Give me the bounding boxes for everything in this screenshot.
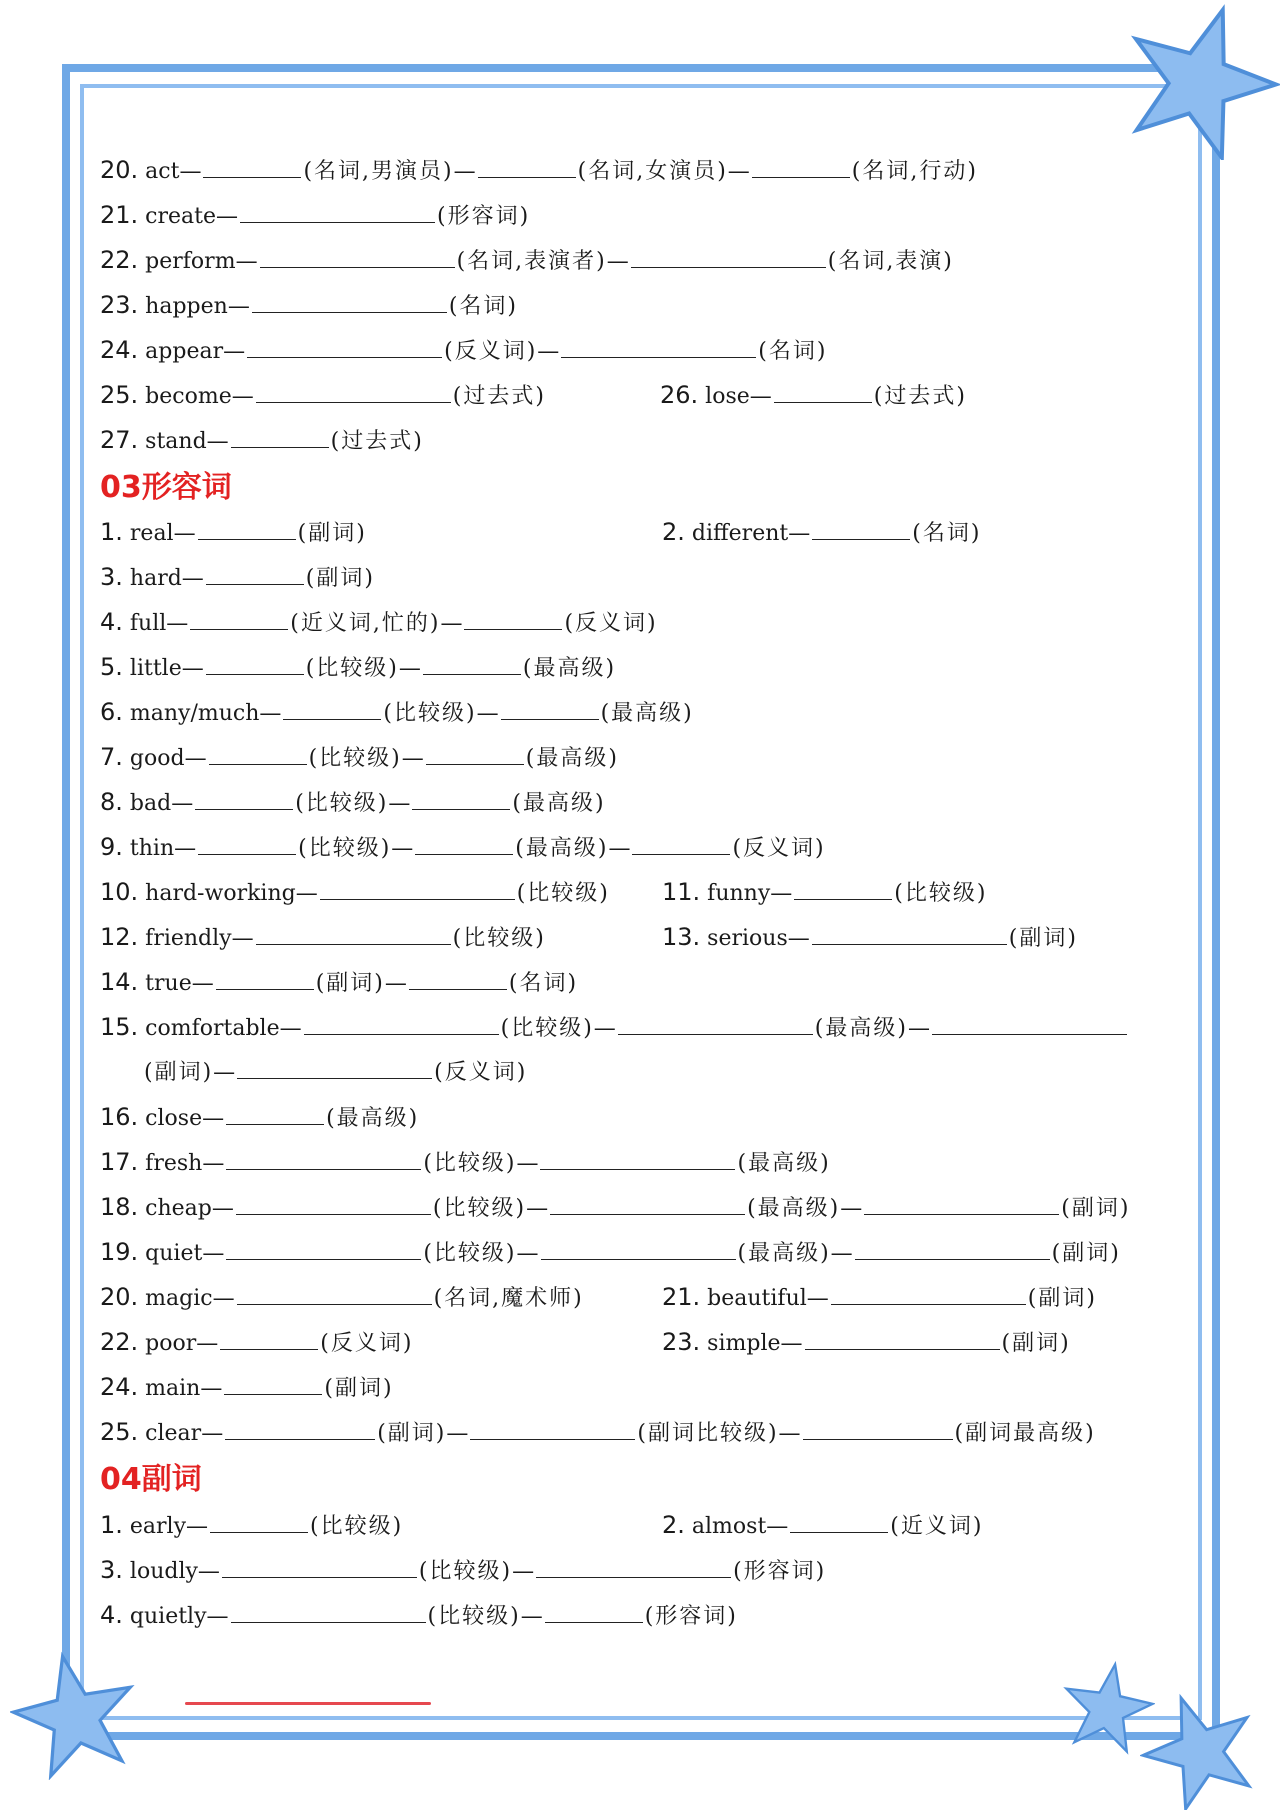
exercise-item: 2. different— (名词) bbox=[662, 512, 981, 552]
item-number: 8. bbox=[100, 788, 123, 816]
item-hint: (比较级) bbox=[452, 926, 546, 951]
item-hint: (比较级) bbox=[418, 1559, 513, 1584]
answer-blank[interactable] bbox=[412, 783, 510, 810]
exercise-item: 9. thin— (比较级)— (最高级)— (反义词) bbox=[100, 827, 826, 867]
answer-blank[interactable] bbox=[231, 421, 329, 448]
item-hint: (最高级) bbox=[737, 1151, 831, 1176]
item-hint: (比较级) bbox=[383, 701, 477, 726]
exercise-item: 23. simple— (副词) bbox=[662, 1322, 1071, 1362]
exercise-item: 24. appear— (反义词)— (名词) bbox=[100, 330, 827, 370]
item-hint: (副词) bbox=[1027, 1286, 1097, 1311]
item-number: 22. bbox=[100, 1328, 139, 1356]
exercise-item: 25. become— (过去式) bbox=[100, 375, 546, 415]
item-hint: (最高级) bbox=[522, 656, 617, 681]
answer-blank[interactable] bbox=[550, 1188, 745, 1215]
exercise-item: 11. funny— (比较级) bbox=[662, 872, 987, 912]
answer-blank[interactable] bbox=[256, 376, 451, 403]
item-number: 16. bbox=[100, 1103, 139, 1131]
section-title: 04副词 bbox=[100, 1462, 202, 1497]
answer-blank[interactable] bbox=[864, 1188, 1059, 1215]
exercise-item: 10. hard-working— (比较级) bbox=[100, 872, 610, 912]
answer-blank[interactable] bbox=[190, 603, 288, 630]
item-word: create bbox=[145, 204, 217, 229]
answer-blank[interactable] bbox=[545, 1596, 643, 1623]
answer-blank[interactable] bbox=[855, 1233, 1050, 1260]
item-word: act bbox=[145, 159, 180, 184]
item-hint: (形容词) bbox=[733, 1559, 827, 1584]
exercise-item: 5. little— (比较级)— (最高级) bbox=[100, 647, 616, 687]
item-hint: (副词) bbox=[144, 1060, 214, 1085]
answer-blank[interactable] bbox=[632, 828, 730, 855]
answer-blank[interactable] bbox=[803, 1413, 953, 1440]
answer-blank[interactable] bbox=[478, 151, 576, 178]
item-number: 15. bbox=[100, 1013, 139, 1041]
exercise-item-continued: (副词)— (反义词) bbox=[144, 1052, 527, 1092]
answer-blank[interactable] bbox=[237, 1278, 432, 1305]
item-word: serious bbox=[707, 926, 788, 951]
answer-blank[interactable] bbox=[501, 693, 599, 720]
item-number: 26. bbox=[660, 381, 699, 409]
item-hint: (最高级) bbox=[814, 1016, 908, 1041]
exercise-item: 7. good— (比较级)— (最高级) bbox=[100, 737, 619, 777]
item-word: lose bbox=[705, 384, 750, 409]
answer-blank[interactable] bbox=[195, 783, 293, 810]
item-word: loudly bbox=[129, 1559, 198, 1584]
answer-blank[interactable] bbox=[631, 241, 826, 268]
item-hint: (最高级) bbox=[512, 791, 606, 816]
exercise-item: 21. beautiful— (副词) bbox=[662, 1277, 1097, 1317]
answer-blank[interactable] bbox=[226, 1233, 421, 1260]
item-hint: (副词最高级) bbox=[954, 1421, 1096, 1446]
item-word: early bbox=[129, 1514, 187, 1539]
item-word: beautiful bbox=[707, 1286, 807, 1311]
answer-blank[interactable] bbox=[256, 918, 451, 945]
answer-blank[interactable] bbox=[226, 1143, 421, 1170]
answer-blank[interactable] bbox=[206, 648, 304, 675]
item-hint: (名词) bbox=[912, 521, 982, 546]
item-number: 23. bbox=[662, 1328, 701, 1356]
answer-blank[interactable] bbox=[812, 918, 1007, 945]
answer-blank[interactable] bbox=[805, 1323, 1000, 1350]
item-hint: (过去式) bbox=[452, 384, 546, 409]
item-hint: (反义词) bbox=[444, 339, 538, 364]
item-hint: (反义词) bbox=[320, 1331, 414, 1356]
exercise-item: 6. many/much— (比较级)— (最高级) bbox=[100, 692, 694, 732]
answer-blank[interactable] bbox=[536, 1551, 731, 1578]
exercise-item: 21. create— (形容词) bbox=[100, 195, 530, 235]
item-hint: (副词) bbox=[1051, 1241, 1121, 1266]
exercise-item: 24. main— (副词) bbox=[100, 1367, 394, 1407]
answer-blank[interactable] bbox=[932, 1008, 1127, 1035]
answer-blank[interactable] bbox=[831, 1278, 1026, 1305]
exercise-item: 22. poor— (反义词) bbox=[100, 1322, 413, 1362]
item-hint: (副词) bbox=[377, 1421, 447, 1446]
answer-blank[interactable] bbox=[752, 151, 850, 178]
item-word: simple bbox=[707, 1331, 781, 1356]
exercise-item: 20. act— (名词,男演员)— (名词,女演员)— (名词,行动) bbox=[100, 150, 978, 190]
item-number: 21. bbox=[662, 1283, 701, 1311]
item-word: become bbox=[145, 384, 232, 409]
item-hint: (比较级) bbox=[516, 881, 610, 906]
item-number: 14. bbox=[100, 968, 139, 996]
item-number: 4. bbox=[100, 1601, 123, 1629]
red-underline-mark bbox=[185, 1702, 431, 1705]
item-hint: (名词) bbox=[758, 339, 828, 364]
answer-blank[interactable] bbox=[320, 873, 515, 900]
item-word: real bbox=[129, 521, 174, 546]
exercise-item: 25. clear— (副词)— (副词比较级)— (副词最高级) bbox=[100, 1412, 1096, 1452]
item-word: hard-working bbox=[145, 881, 296, 906]
answer-blank[interactable] bbox=[247, 331, 442, 358]
item-number: 24. bbox=[100, 1373, 139, 1401]
answer-blank[interactable] bbox=[216, 963, 314, 990]
item-word: fresh bbox=[145, 1151, 203, 1176]
item-hint: (比较级) bbox=[432, 1196, 527, 1221]
answer-blank[interactable] bbox=[203, 151, 301, 178]
item-number: 25. bbox=[100, 1418, 139, 1446]
item-hint: (比较级) bbox=[427, 1604, 521, 1629]
item-hint: (名词) bbox=[508, 971, 579, 996]
item-hint: (近义词) bbox=[890, 1514, 984, 1539]
item-number: 7. bbox=[100, 743, 123, 771]
exercise-item: 19. quiet— (比较级)— (最高级)— (副词) bbox=[100, 1232, 1121, 1272]
item-hint: (最高级) bbox=[600, 701, 694, 726]
item-hint: (比较级) bbox=[308, 746, 402, 771]
answer-blank[interactable] bbox=[236, 1188, 431, 1215]
item-number: 19. bbox=[100, 1238, 139, 1266]
answer-blank[interactable] bbox=[237, 1052, 432, 1079]
item-number: 4. bbox=[100, 608, 123, 636]
item-number: 23. bbox=[100, 291, 139, 319]
item-hint: (过去式) bbox=[873, 384, 967, 409]
star-icon bbox=[10, 1650, 140, 1780]
item-word: main bbox=[145, 1376, 201, 1401]
answer-blank[interactable] bbox=[812, 513, 910, 540]
item-hint: (副词) bbox=[297, 521, 367, 546]
item-hint: (比较级) bbox=[295, 791, 389, 816]
item-hint: (名词,魔术师) bbox=[433, 1286, 584, 1311]
item-hint: (形容词) bbox=[644, 1604, 738, 1629]
item-hint: (名词) bbox=[448, 294, 518, 319]
item-word: clear bbox=[145, 1421, 202, 1446]
item-hint: (名词,男演员) bbox=[303, 159, 454, 184]
exercise-item: 12. friendly— (比较级) bbox=[100, 917, 546, 957]
item-word: hard bbox=[129, 566, 182, 591]
answer-blank[interactable] bbox=[618, 1008, 813, 1035]
section-title: 03形容词 bbox=[100, 470, 232, 505]
exercise-item: 1. real— (副词) bbox=[100, 512, 367, 552]
item-number: 21. bbox=[100, 201, 139, 229]
exercise-item: 4. full— (近义词,忙的)— (反义词) bbox=[100, 602, 658, 642]
item-number: 2. bbox=[662, 518, 685, 546]
item-number: 1. bbox=[100, 518, 123, 546]
item-number: 5. bbox=[100, 653, 123, 681]
item-number: 3. bbox=[100, 1556, 123, 1584]
item-word: bad bbox=[129, 791, 172, 816]
answer-blank[interactable] bbox=[209, 738, 307, 765]
answer-blank[interactable] bbox=[210, 1506, 308, 1533]
answer-blank[interactable] bbox=[226, 1098, 324, 1125]
item-hint: (副词比较级) bbox=[637, 1421, 779, 1446]
item-number: 13. bbox=[662, 923, 701, 951]
answer-blank[interactable] bbox=[470, 1413, 635, 1440]
answer-blank[interactable] bbox=[415, 828, 513, 855]
item-hint: (过去式) bbox=[330, 429, 424, 454]
item-word: good bbox=[129, 746, 185, 771]
item-word: different bbox=[691, 521, 789, 546]
item-word: thin bbox=[129, 836, 175, 861]
answer-blank[interactable] bbox=[252, 286, 447, 313]
item-number: 24. bbox=[100, 336, 139, 364]
item-hint: (最高级) bbox=[515, 836, 609, 861]
item-hint: (最高级) bbox=[326, 1106, 420, 1131]
item-hint: (比较级) bbox=[310, 1514, 404, 1539]
item-hint: (名词,女演员) bbox=[577, 159, 728, 184]
item-hint: (比较级) bbox=[305, 656, 399, 681]
item-word: friendly bbox=[145, 926, 232, 951]
answer-blank[interactable] bbox=[283, 693, 381, 720]
item-hint: (形容词) bbox=[437, 204, 531, 229]
exercise-item: 22. perform— (名词,表演者)— (名词,表演) bbox=[100, 240, 954, 280]
item-word: funny bbox=[707, 881, 771, 906]
item-number: 12. bbox=[100, 923, 139, 951]
answer-blank[interactable] bbox=[198, 513, 296, 540]
exercise-item: 18. cheap— (比较级)— (最高级)— (副词) bbox=[100, 1187, 1130, 1227]
item-word: little bbox=[129, 656, 182, 681]
exercise-item: 16. close— (最高级) bbox=[100, 1097, 419, 1137]
item-hint: (比较级) bbox=[894, 881, 988, 906]
exercise-item: 13. serious— (副词) bbox=[662, 917, 1078, 957]
answer-blank[interactable] bbox=[464, 603, 562, 630]
answer-blank[interactable] bbox=[423, 648, 521, 675]
item-hint: (副词) bbox=[315, 971, 385, 996]
answer-blank[interactable] bbox=[541, 1233, 736, 1260]
item-word: many/much bbox=[129, 701, 260, 726]
answer-blank[interactable] bbox=[794, 873, 892, 900]
item-word: close bbox=[145, 1106, 203, 1131]
item-number: 9. bbox=[100, 833, 123, 861]
item-hint: (比较级) bbox=[423, 1241, 517, 1266]
item-word: true bbox=[145, 971, 192, 996]
item-hint: (最高级) bbox=[747, 1196, 841, 1221]
answer-blank[interactable] bbox=[426, 738, 524, 765]
item-number: 1. bbox=[100, 1511, 123, 1539]
item-word: perform bbox=[145, 249, 236, 274]
item-number: 22. bbox=[100, 246, 139, 274]
item-hint: (名词,表演) bbox=[827, 249, 954, 274]
star-icon bbox=[1120, 0, 1280, 160]
answer-blank[interactable] bbox=[774, 376, 872, 403]
item-word: happen bbox=[145, 294, 228, 319]
item-number: 3. bbox=[100, 563, 123, 591]
exercise-item: 17. fresh— (比较级)— (最高级) bbox=[100, 1142, 831, 1182]
answer-blank[interactable] bbox=[540, 1143, 735, 1170]
exercise-item: 27. stand— (过去式) bbox=[100, 420, 424, 460]
item-word: poor bbox=[145, 1331, 197, 1356]
exercise-item: 8. bad— (比较级)— (最高级) bbox=[100, 782, 606, 822]
answer-blank[interactable] bbox=[409, 963, 507, 990]
item-word: cheap bbox=[145, 1196, 212, 1221]
answer-blank[interactable] bbox=[198, 828, 296, 855]
answer-blank[interactable] bbox=[260, 241, 455, 268]
exercise-item: 2. almost— (近义词) bbox=[662, 1505, 983, 1545]
item-word: appear bbox=[145, 339, 224, 364]
star-icon bbox=[1140, 1690, 1260, 1810]
item-number: 20. bbox=[100, 156, 139, 184]
exercise-item: 3. loudly— (比较级)— (形容词) bbox=[100, 1550, 826, 1590]
item-hint: (副词) bbox=[1008, 926, 1078, 951]
answer-blank[interactable] bbox=[240, 196, 435, 223]
item-number: 17. bbox=[100, 1148, 139, 1176]
answer-blank[interactable] bbox=[304, 1008, 499, 1035]
answer-blank[interactable] bbox=[220, 1323, 318, 1350]
item-word: quiet bbox=[145, 1241, 203, 1266]
item-hint: (比较级) bbox=[298, 836, 392, 861]
answer-blank[interactable] bbox=[222, 1551, 417, 1578]
answer-blank[interactable] bbox=[206, 558, 304, 585]
item-number: 10. bbox=[100, 878, 139, 906]
item-word: magic bbox=[145, 1286, 213, 1311]
item-word: full bbox=[129, 611, 167, 636]
answer-blank[interactable] bbox=[224, 1368, 322, 1395]
answer-blank[interactable] bbox=[561, 331, 756, 358]
exercise-item: 15. comfortable— (比较级)— (最高级)— bbox=[100, 1007, 1129, 1047]
exercise-item: 23. happen— (名词) bbox=[100, 285, 518, 325]
item-hint: (反义词) bbox=[564, 611, 658, 636]
item-hint: (比较级) bbox=[500, 1016, 594, 1041]
item-hint: (反义词) bbox=[434, 1060, 528, 1085]
item-number: 2. bbox=[662, 1511, 685, 1539]
item-word: comfortable bbox=[145, 1016, 280, 1041]
item-hint: (名词,行动) bbox=[851, 159, 978, 184]
item-number: 6. bbox=[100, 698, 123, 726]
exercise-item: 3. hard— (副词) bbox=[100, 557, 375, 597]
exercise-item: 4. quietly— (比较级)— (形容词) bbox=[100, 1595, 738, 1635]
item-number: 11. bbox=[662, 878, 701, 906]
item-hint: (副词) bbox=[1001, 1331, 1071, 1356]
answer-blank[interactable] bbox=[231, 1596, 426, 1623]
item-hint: (名词,表演者) bbox=[456, 249, 607, 274]
item-hint: (副词) bbox=[324, 1376, 394, 1401]
item-hint: (最高级) bbox=[525, 746, 619, 771]
item-hint: (副词) bbox=[305, 566, 375, 591]
answer-blank[interactable] bbox=[790, 1506, 888, 1533]
item-number: 18. bbox=[100, 1193, 139, 1221]
item-number: 25. bbox=[100, 381, 139, 409]
exercise-item: 20. magic— (名词,魔术师) bbox=[100, 1277, 584, 1317]
item-hint: (比较级) bbox=[423, 1151, 517, 1176]
item-number: 27. bbox=[100, 426, 139, 454]
exercise-item: 26. lose— (过去式) bbox=[660, 375, 967, 415]
item-number: 20. bbox=[100, 1283, 139, 1311]
item-word: stand bbox=[145, 429, 207, 454]
exercise-item: 14. true— (副词)— (名词) bbox=[100, 962, 578, 1002]
item-hint: (最高级) bbox=[737, 1241, 831, 1266]
item-word: almost bbox=[691, 1514, 767, 1539]
item-hint: (近义词,忙的) bbox=[290, 611, 441, 636]
answer-blank[interactable] bbox=[225, 1413, 375, 1440]
item-hint: (副词) bbox=[1061, 1196, 1131, 1221]
exercise-item: 1. early— (比较级) bbox=[100, 1505, 403, 1545]
item-hint: (反义词) bbox=[732, 836, 826, 861]
item-word: quietly bbox=[129, 1604, 207, 1629]
